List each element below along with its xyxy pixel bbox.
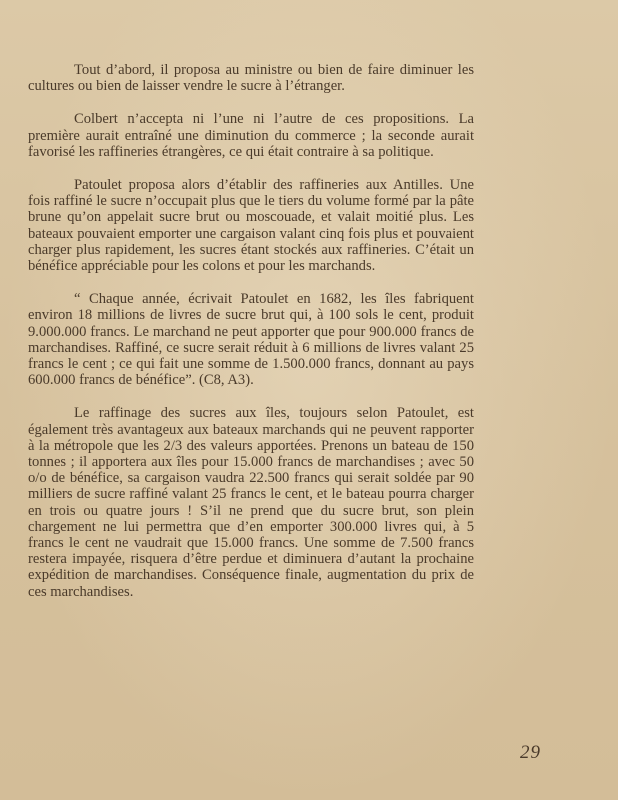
paragraph-4-quote: “ Chaque année, écrivait Patoulet en 1682, les îles fabriquent environ 18 millions de livres de sucre brut qui, à 100 sols le cent, produit 9.000.000 francs. Le marchand ne peut apporter que pour 900.000 francs de marchandises. Raffiné, ce sucre serait réduit à 6 millions de livres valant 25 francs le cent ; ce qui fait une somme de 1.500.000 francs, donnant au pays 600.000 francs de bénéfice”. (C8, A3).: [28, 291, 474, 389]
paragraph-2: Colbert n’accepta ni l’une ni l’autre de ces propositions. La première aurait entraîné une diminution du commerce ; la seconde aurait favorisé les raffineries étrangères, ce qui était contraire à sa politique.: [28, 111, 474, 160]
paragraph-1: Tout d’abord, il proposa au ministre ou bien de faire diminuer les cultures ou bien de laisser vendre le sucre à l’étranger.: [28, 62, 474, 95]
paragraph-5: Le raffinage des sucres aux îles, toujours selon Patoulet, est également très avantageux aux bateaux marchands qui ne peuvent rapporter à la métropole que les 2/3 des valeurs apportées. Prenons un bateau de 150 tonnes ; il apportera aux îles pour 15.000 francs de marchandises ; avec 50 o/o de bénéfice, sa cargaison vaudra 22.500 francs qui serait soldée par 90 milliers de sucre raffiné valant 25 francs le cent, et le bateau pourra charger en trois ou quatre jours ! S’il ne prend que du sucre brut, son plein chargement ne lui permettra que d’en emporter 300.000 livres qui, à 5 francs le cent ne vaudrait que 15.000 francs. Une somme de 7.500 francs restera impayée, risquera d’être perdue et diminuera d’autant la prochaine expédition de marchandises. Conséquence finale, augmentation du prix de ces marchandises.: [28, 405, 474, 600]
paragraph-3: Patoulet proposa alors d’établir des raffineries aux Antilles. Une fois raffiné le sucre n’occupait plus que le tiers du volume formé par la pâte brune qu’on appelait sucre brut ou moscouade, et valait moitié plus. Les bateaux pouvaient emporter une cargaison valant cinq fois plus et pouvaient charger plus rapidement, les sucres étant stockés aux raffineries. C’était un bénéfice appréciable pour les colons et pour les marchands.: [28, 177, 474, 275]
body-text: [28, 62, 474, 600]
page-number: 29: [520, 742, 541, 763]
